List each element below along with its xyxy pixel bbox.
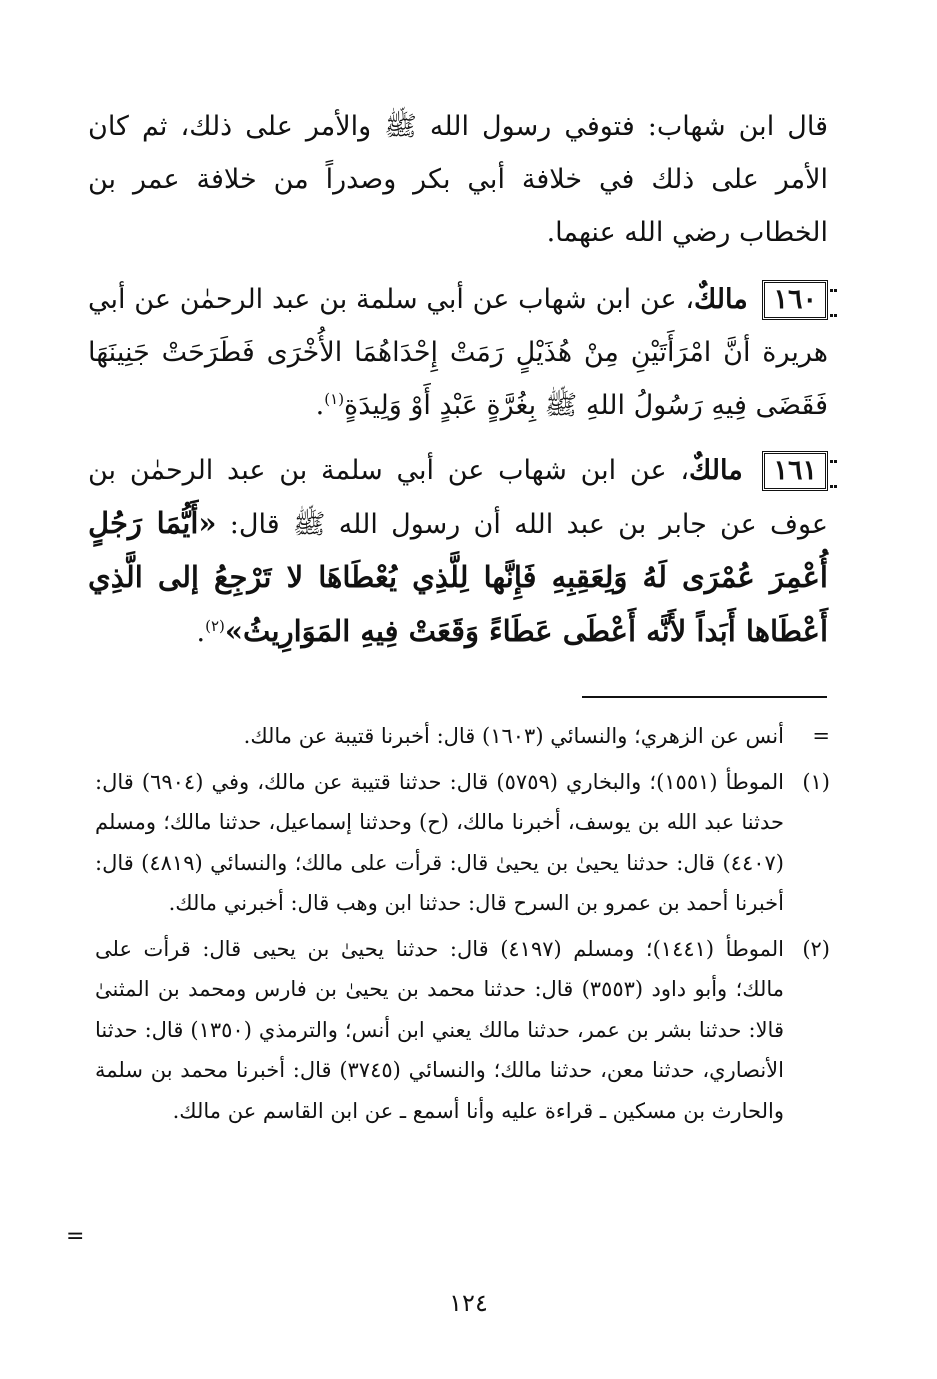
hadith-number-160: ١٦٠ <box>762 280 828 320</box>
page-number: ١٢٤ <box>449 1289 488 1317</box>
hadith-160 <box>88 273 828 432</box>
footnote-text: الموطأ (١٤٤١)؛ ومسلم (٤١٩٧) قال: حدثنا يحيىٰ بن يحيى قال: قرأت على مالك؛ وأبو داود (٣٥٥٣) قال: حدثنا محمد بن يحيىٰ بن فارس ومحمد بن المثنىٰ قالا: حدثنا بشر بن عمر، حدثنا مالك يعني ابن أنس؛ والترمذي (١٣٥٠) قال: حدثنا الأنصاري، حدثنا معن، حدثنا مالك؛ والنسائي (٣٧٤٥) قال: أخبرنا محمد بن سلمة والحارث بن مسكين ـ قراءة عليه وأنا أسمع ـ عن ابن القاسم عن مالك. <box>95 936 785 1123</box>
chain-161: ، عن ابن شهاب عن أبي سلمة بن عبد الرحمٰن بن عوف عن جابر بن عبد الله أن رسول الله ﷺ قال: <box>88 455 828 540</box>
hadith-number-161: ١٦١ <box>762 451 828 491</box>
hadith-text-160: أنَّ امْرَأَتَيْنِ مِنْ هُذَيْلٍ رَمَتْ إِحْدَاهُمَا الأُخْرَى فَطَرَحَتْ جَنِينَهَا فَقَضَى فِيهِ رَسُولُ اللهِ ﷺ بِغُرَّةٍ عَبْدٍ أَوْ وَلِيدَةٍ <box>88 337 828 421</box>
footnote-text: أنس عن الزهري؛ والنسائي (١٦٠٣) قال: أخبرنا قتيبة عن مالك. <box>243 724 784 748</box>
footnote-continued <box>95 716 830 757</box>
end-161: . <box>196 617 206 648</box>
footnote-marker: (٢) <box>802 936 830 961</box>
hadith-161 <box>88 444 828 659</box>
chain-160: ، عن ابن شهاب عن أبي سلمة بن عبد الرحمٰن عن أبي هريرة <box>88 284 828 368</box>
intro-paragraph: قال ابن شهاب: فتوفي رسول الله ﷺ والأمر على ذلك، ثم كان الأمر على ذلك في خلافة أبي بكر وصدراً من خلافة عمر بن الخطاب رضي الله عنهما. <box>88 111 828 248</box>
footnote-marker: = <box>812 724 830 748</box>
end-160: . <box>315 390 325 421</box>
footnote-text: الموطأ (١٥٥١)؛ والبخاري (٥٧٥٩) قال: حدثنا قتيبة عن مالك، وفي (٦٩٠٤) قال: حدثنا عبد الله بن يوسف، أخبرنا مالك، (ح) وحدثنا إسماعيل، حدثنا مالك؛ ومسلم (٤٤٠٧) قال: حدثنا يحيىٰ بن يحيىٰ قال: قرأت على مالك؛ والنسائي (٤٨١٩) قال: أخبرنا أحمد بن عمرو بن السرح قال: حدثنا ابن وهب قال: أخبرني مالك. <box>95 769 785 915</box>
footnote-2 <box>95 929 830 1132</box>
footnote-ref-1[interactable]: (١) <box>324 390 345 408</box>
footnote-ref-2[interactable]: (٢) <box>205 617 225 635</box>
footnote-marker: (١) <box>802 769 830 794</box>
continuation-mark: = <box>66 1224 85 1249</box>
main-text <box>88 100 828 671</box>
narrator-161: مالكٌ <box>689 455 743 486</box>
footnote-1 <box>95 762 830 924</box>
hadith-text-161: «أَيُّمَا رَجُلٍ أُعْمِرَ عُمْرَى لَهُ وَلِعَقِبِهِ فَإِنَّها لِلَّذِي يُعْطَاهَا لا تَرْجِعُ إلى الَّذِي أَعْطَاها أَبَداً لأَنَّه أَعْطَى عَطَاءً وَقَعَتْ فِيهِ المَوَارِيثُ» <box>88 506 828 648</box>
footnotes <box>95 716 830 1136</box>
footnote-divider <box>582 696 827 698</box>
narrator-160: مالكٌ <box>694 284 748 315</box>
